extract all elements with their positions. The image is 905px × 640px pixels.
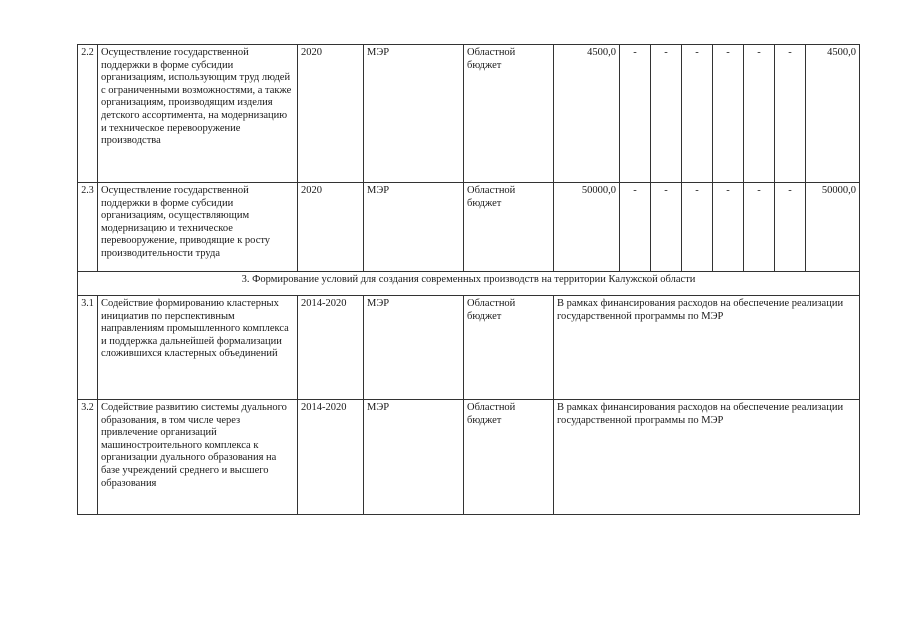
amount-cell: 4500,0 [554,45,620,183]
funding-source-cell: Областной бюджет [464,400,554,515]
funding-source-cell: Областной бюджет [464,296,554,400]
year-amount-cell: - [682,183,713,272]
table-row [78,183,860,272]
row-number: 2.2 [78,45,98,183]
measure-description: Осуществление государственной поддержки в форме субсидии организациям, использующим труд людей с ограниченными возможностями, а также организациям, производящим изделия детского ассортимента, на модернизацию и техническое перевооружение производства [98,45,298,183]
financing-note: В рамках финансирования расходов на обеспечение реализации государственной программы по МЭР [554,400,860,515]
year-cell: 2014-2020 [298,296,364,400]
executor-cell: МЭР [364,45,464,183]
amount-cell: 50000,0 [554,183,620,272]
year-cell: 2020 [298,45,364,183]
financing-note: В рамках финансирования расходов на обеспечение реализации государственной программы по МЭР [554,296,860,400]
year-amount-cell: - [620,183,651,272]
executor-cell: МЭР [364,400,464,515]
section-header-row [78,272,860,296]
program-table [77,44,860,515]
executor-cell: МЭР [364,296,464,400]
year-amount-cell: - [713,45,744,183]
row-number: 2.3 [78,183,98,272]
year-amount-cell: - [775,45,806,183]
year-amount-cell: - [682,45,713,183]
section-title: 3. Формирование условий для создания современных производств на территории Калужской области [78,272,860,296]
total-cell: 4500,0 [806,45,860,183]
year-cell: 2020 [298,183,364,272]
funding-source-cell: Областной бюджет [464,183,554,272]
year-amount-cell: - [775,183,806,272]
measure-description: Содействие формированию кластерных инициатив по перспективным направлениям промышленного комплекса и поддержка дальнейшей формализации сложившихся кластерных объединений [98,296,298,400]
year-amount-cell: - [713,183,744,272]
table-row [78,45,860,183]
year-amount-cell: - [651,45,682,183]
year-amount-cell: - [744,45,775,183]
table-row [78,296,860,400]
row-number: 3.2 [78,400,98,515]
table-row [78,400,860,515]
measure-description: Осуществление государственной поддержки в форме субсидии организациям, осуществляющим модернизацию и техническое перевооружение, приводящие к росту производительности труда [98,183,298,272]
measure-description: Содействие развитию системы дуального образования, в том числе через привлечение организаций машиностроительного комплекса к организации дуального образования на базе учреждений среднего и высшего образования [98,400,298,515]
year-amount-cell: - [620,45,651,183]
total-cell: 50000,0 [806,183,860,272]
funding-source-cell: Областной бюджет [464,45,554,183]
executor-cell: МЭР [364,183,464,272]
row-number: 3.1 [78,296,98,400]
year-amount-cell: - [651,183,682,272]
year-amount-cell: - [744,183,775,272]
year-cell: 2014-2020 [298,400,364,515]
